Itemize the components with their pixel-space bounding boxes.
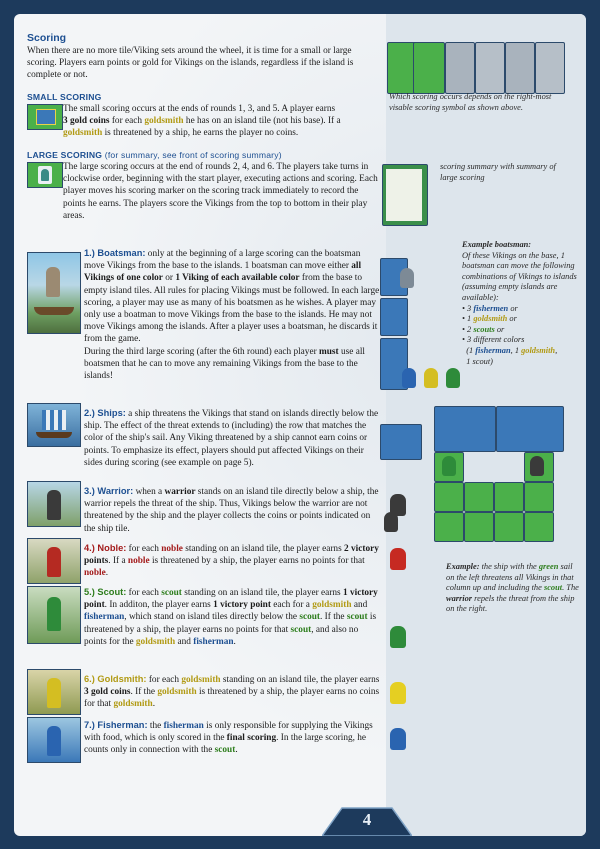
goldsmith-term: goldsmith [312, 600, 352, 611]
large-heading-sub: (for summary, see front of scoring summary) [102, 150, 282, 160]
goldsmith-bold: 3 gold coins [84, 687, 131, 698]
boatsman-example-grid [380, 258, 470, 398]
example-title: Example boatsman: [462, 240, 532, 249]
page-number: 4 [362, 810, 372, 829]
example-text-fragment: or [508, 303, 518, 313]
scout-bold: 1 victory point [213, 600, 271, 611]
noble-text-fragment: . [105, 568, 109, 579]
scout-text-fragment: standing on an island tile, the player earns [181, 588, 343, 598]
fisherman-term: fisherman [475, 345, 511, 355]
scout-term: scout [346, 612, 368, 623]
warrior-card [27, 481, 81, 527]
noble-figure [390, 548, 406, 570]
fisherman-term: fisherman [84, 612, 125, 623]
large-heading-label: LARGE SCORING [27, 150, 103, 160]
warrior-text-fragment: when a [133, 487, 165, 497]
small-scoring-text-2 [63, 115, 381, 127]
example-text-fragment: 1 [467, 314, 474, 324]
goldsmith-term: goldsmith [63, 128, 103, 138]
noble-text-fragment: for each [126, 544, 162, 554]
example-text-fragment: , [555, 345, 558, 355]
fisherman-figure [390, 728, 406, 750]
goldsmith-text [84, 673, 381, 711]
viking-figure [402, 368, 416, 388]
noble-title: 4.) Noble: [84, 543, 127, 553]
ships-text-fragment: a ship threatens the Vikings that stand on islands directly below the ship. The effect of the threat extends to (including) the row that matches the color of the ship's sail. Any Viking threatened by a ship cannot earn coins or points. To emphasize its effect, players should put affected Vikings on their sides during scoring (see example on page 5). [84, 409, 379, 468]
fisherman-title: 7.) Fisherman: [84, 720, 148, 730]
small-text-fragment: he has on an island tile (not his base). If a [183, 116, 341, 126]
example-title: Example: [446, 562, 480, 571]
tile [380, 298, 408, 336]
goldsmith-title: 6.) Goldsmith: [84, 674, 147, 684]
goldsmith-card [27, 669, 81, 715]
noble-term: noble [84, 568, 106, 579]
scout-term: scout [290, 624, 312, 635]
island-tile [494, 512, 524, 542]
small-scoring-icon [27, 104, 63, 130]
scout-figure [442, 456, 456, 476]
warrior-title: 3.) Warrior: [84, 486, 134, 496]
goldsmith-term: goldsmith [473, 314, 508, 324]
island-tile [494, 482, 524, 512]
island-tile [434, 512, 464, 542]
green-term: green [538, 562, 559, 571]
stone-tile [505, 42, 535, 94]
stone-tile [535, 42, 565, 94]
summary-caption: scoring summary with summary of large scoring [440, 162, 556, 182]
fisherman-text [84, 719, 381, 757]
goldsmith-term: goldsmith [521, 345, 556, 355]
noble-text [84, 542, 381, 580]
ship-example-grid [380, 406, 580, 556]
island-tile [434, 482, 464, 512]
ship-tile [380, 424, 422, 460]
scout-figure [390, 626, 406, 648]
noble-bold: 2 victory points [84, 544, 379, 567]
goldsmith-term: goldsmith [144, 116, 184, 126]
ship-card [27, 403, 81, 447]
ship-tile [496, 406, 564, 452]
fisherman-text-fragment: . [235, 745, 238, 756]
noble-text-fragment: is threatened by a ship, the player earns no points for that [149, 556, 365, 567]
noble-term: noble [127, 556, 150, 567]
scoring-tiles-illustration [387, 42, 577, 97]
ship-example-caption [446, 562, 580, 615]
boatsman-card [27, 252, 81, 334]
large-scoring-heading [27, 150, 282, 160]
scout-text-fragment: . In additon, the player earns [104, 600, 214, 611]
scout-text-fragment: for each [126, 588, 162, 598]
boatsman-text-fragment: only at the beginning of a large scoring can the boatsman move Vikings from the base to the islands. 1 boatsman can move either [84, 249, 361, 272]
island-tile [524, 482, 554, 512]
small-text-fragment: is threatened by a ship, he earns the player no coins. [102, 128, 299, 138]
noble-text-fragment: standing on an island tile, the player earns [182, 544, 345, 554]
scout-text-fragment: each for a [270, 600, 313, 611]
goldsmith-figure [390, 682, 406, 704]
fisherman-card [27, 717, 81, 763]
ship-tile [434, 406, 496, 452]
boatsman-text-fragment: During the third large scoring (after the 6th round) each player [84, 346, 320, 357]
example-text-fragment: (1 [466, 345, 476, 355]
fisherman-text-fragment: is only responsible for supplying the Vikings with food, which is only scored in the [84, 721, 373, 744]
boatsman-text-fragment: or [162, 273, 176, 284]
example-text-fragment: 1 scout) [466, 356, 493, 366]
small-scoring-text-3 [63, 127, 381, 139]
goldsmith-text-fragment: for each [146, 675, 182, 685]
example-text-fragment: sail on the left threatens all Vikings in that column up and including the [446, 562, 574, 593]
viking-figure [400, 268, 414, 288]
scout-term: scout [161, 588, 182, 598]
scout-term: scout [543, 583, 563, 593]
stone-tile [475, 42, 505, 94]
scout-text-fragment: , and also no points for the [84, 624, 359, 647]
boatsman-bold: all Vikings of one color [84, 261, 362, 284]
example-text-fragment: 3 different colors [467, 335, 525, 345]
scout-term: scout [214, 745, 236, 756]
boatsman-bold: must [319, 346, 339, 357]
ships-title: 2.) Ships: [84, 408, 126, 418]
scout-text-fragment: . [233, 636, 236, 647]
fisherman-term: fisherman [163, 721, 204, 731]
scout-term: scouts [473, 324, 495, 334]
example-text-fragment: . The [562, 583, 579, 593]
noble-card [27, 538, 81, 584]
boatsman-text [84, 247, 381, 382]
scout-text-fragment: is threatened by a ship, the player earns no points for that [84, 612, 377, 635]
goldsmith-text-fragment: is threatened by a ship, the player earns no coins for that [84, 687, 380, 710]
boatsman-title: 1.) Boatsman: [84, 248, 146, 258]
scout-title: 5.) Scout: [84, 587, 127, 597]
scout-text-fragment: , which stand on island tiles directly below the [124, 612, 300, 623]
goldsmith-term: goldsmith [181, 675, 221, 685]
noble-text-fragment: . If a [108, 556, 128, 567]
scout-text-fragment: and [175, 636, 194, 647]
boatsman-example-caption: Example boatsman: Of these Vikings on the base, 1 boatsman can move the following combinations of Vikings to islands (assuming empty islands are available): • 3 fishermen or • 1 goldsmith or • 2 scouts or • 3 different colors (1 fisherman, 1 goldsmith, 1 scout) [462, 240, 577, 366]
example-text-fragment: or [507, 314, 517, 324]
goldsmith-term: goldsmith [113, 699, 153, 710]
small-scoring-heading: SMALL SCORING [27, 92, 102, 102]
goldsmith-text-fragment: . [152, 699, 156, 710]
fisherman-term: fishermen [473, 303, 509, 313]
goldsmith-text-fragment: standing on an island tile, the player earns [220, 675, 380, 685]
island-tile [464, 482, 494, 512]
fisherman-bold: final scoring [226, 733, 277, 744]
fisherman-text-fragment: the [147, 721, 164, 731]
intro-text: When there are no more tile/Viking sets around the wheel, it is time for a small or large scoring. Players earn points or gold for Vikings on the islands, regardless if the island is complete or not. [27, 46, 354, 81]
scout-text-fragment: . If the [320, 612, 347, 623]
example-text: Of these Vikings on the base, 1 boatsman can move the following combinations of Vikings to islands (assuming empty islands are available): [462, 250, 577, 302]
rules-page [14, 14, 586, 836]
section-title: Scoring [27, 32, 67, 44]
example-text-fragment: the ship with the [479, 562, 539, 571]
noble-term: noble [161, 544, 183, 554]
goldsmith-term: goldsmith [135, 636, 176, 647]
warrior-text [84, 485, 381, 535]
example-text-fragment: 3 [467, 303, 474, 313]
example-text-fragment: , 1 [510, 345, 522, 355]
tile [413, 42, 445, 94]
scout-bold: 1 victory point [84, 588, 378, 611]
example-text-fragment: 2 [467, 324, 474, 334]
warrior-figure [390, 494, 406, 516]
boatsman-bold: 1 Viking of each available color [175, 273, 300, 284]
small-scoring-text-1: The small scoring occurs at the ends of rounds 1, 3, and 5. A player earns [63, 104, 336, 114]
scout-text [84, 586, 381, 648]
scout-card [27, 586, 81, 644]
gold-coins-term: 3 gold coins [63, 116, 110, 126]
warrior-term: warrior [164, 487, 196, 497]
large-scoring-text: The large scoring occurs at the end of rounds 2, 4, and 6. The players take turns in clockwise order, beginning with the start player, executing actions and scoring. Each player moves his scoring marker on the scoring track immediately to record the points he earns. The players score the Vikings from the top to bottom in their play areas. [63, 162, 378, 221]
large-scoring-icon [27, 162, 63, 188]
scout-term: scout [299, 612, 321, 623]
small-text-fragment: for each [109, 116, 145, 126]
goldsmith-text-fragment: . If the [130, 687, 158, 698]
scoring-summary-card [382, 164, 428, 226]
ships-text [84, 407, 381, 469]
scout-text-fragment: and [351, 600, 368, 611]
example-text-fragment: repels the threat from the ship on the right. [446, 593, 575, 614]
goldsmith-term: goldsmith [157, 687, 197, 698]
page-number-badge [322, 800, 412, 836]
island-tile [524, 512, 554, 542]
boatsman-text-fragment: use all boatsmen that he can to move any remaining Vikings from the base to the islands! [84, 346, 365, 382]
viking-figure [446, 368, 460, 388]
scoring-symbol-caption: Which scoring occurs depends on the right-most visable scoring symbol as shown above. [389, 92, 552, 112]
warrior-figure [530, 456, 544, 476]
boatsman-text-fragment: from the base to empty island tiles. All rules for placing Vikings must be followed. In each large scoring, a player may use as many of his boatsmen as he wishes. A player may only use a boatman to move Vikings from the base to the islands. He may not move Vikings among the islands. After a player uses a boatsman, he discards it from the game. [84, 273, 380, 345]
fisherman-text-fragment: . In the large scoring, he counts only in connection with the [84, 733, 367, 756]
viking-figure [424, 368, 438, 388]
warrior-text-fragment: stands on an island tile directly below a ship, the warrior repels the threat of the ship. Thus, Vikings below the warrior are not threatened by the ship and the player collects the coins or points indicated on the ship tile. [84, 487, 379, 534]
island-tile [464, 512, 494, 542]
fisherman-term: fisherman [193, 636, 234, 647]
warrior-term: warrior [446, 593, 473, 603]
example-text-fragment: or [494, 324, 505, 334]
stone-tile [445, 42, 475, 94]
